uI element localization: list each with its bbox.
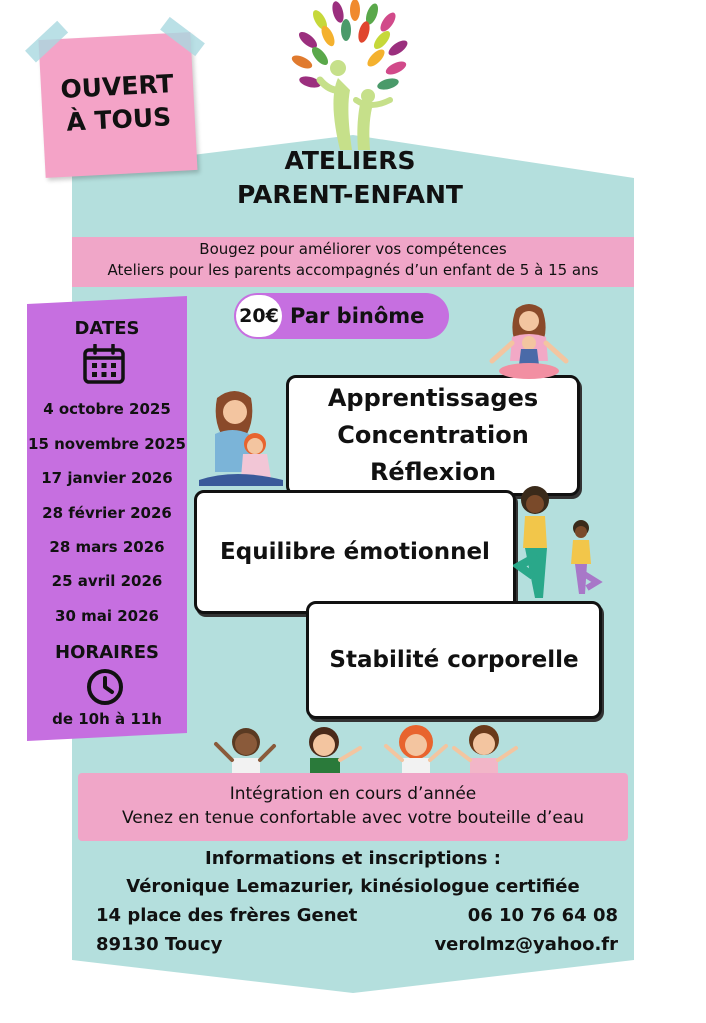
hours-value: de 10h à 11h (52, 710, 162, 728)
date-7: 30 mai 2026 (55, 607, 159, 625)
date-6: 25 avril 2026 (51, 572, 163, 590)
tagline-line-2: Ateliers pour les parents accompagnés d’un enfant de 5 à 15 ans (107, 261, 599, 279)
date-3: 17 janvier 2026 (41, 469, 173, 487)
tagline-line-1: Bougez pour améliorer vos compétences (199, 240, 507, 258)
date-4: 28 février 2026 (42, 504, 172, 522)
benefit-emotional-balance: Equilibre émotionnel (220, 539, 490, 565)
clock-icon (86, 668, 124, 706)
benefit-concentration: Concentration (337, 421, 529, 449)
title-line-2: PARENT-ENFANT (237, 180, 463, 209)
tree-logo-icon (280, 0, 420, 150)
page-title (150, 144, 550, 212)
benefit-box-emotional (194, 490, 516, 614)
price-label: Par binôme (290, 304, 425, 328)
benefit-body-stability: Stabilité corporelle (329, 647, 579, 673)
benefit-box-stability (306, 601, 602, 719)
date-1: 4 octobre 2025 (43, 400, 171, 418)
benefit-learning: Apprentissages (327, 384, 539, 412)
contact-address-street: 14 place des frères Genet (96, 905, 358, 926)
date-5: 28 mars 2026 (49, 538, 165, 556)
hours-title: HORAIRES (55, 642, 159, 663)
sticker-line-2: À TOUS (65, 102, 172, 137)
price-amount: 20€ (236, 295, 282, 337)
sticker-line-1: OUVERT (59, 69, 175, 104)
benefit-reflection: Réflexion (369, 458, 497, 486)
note-line-2: Venez en tenue confortable avec votre bouteille d’eau (121, 808, 585, 828)
title-line-1: ATELIERS (284, 146, 416, 175)
dates-title: DATES (74, 318, 140, 339)
note-line-1: Intégration en cours d’année (229, 784, 477, 804)
benefit-box-learning (286, 375, 580, 496)
contact-phone[interactable]: 06 10 76 64 08 (467, 905, 618, 926)
children-illustration (212, 720, 522, 774)
tagline (72, 239, 634, 281)
yoga-illustration (513, 486, 603, 604)
notes (78, 782, 628, 830)
date-2: 15 novembre 2025 (28, 435, 186, 453)
contact-email[interactable]: verolmz@yahoo.fr (434, 934, 618, 955)
calendar-icon (83, 344, 125, 384)
meditation-illustration (488, 303, 570, 381)
contact-heading: Informations et inscriptions : (205, 848, 501, 869)
parent-child-illustration (195, 388, 287, 488)
contact-name: Véronique Lemazurier, kinésiologue certifiée (126, 876, 580, 897)
contact-address-city: 89130 Toucy (96, 934, 223, 955)
